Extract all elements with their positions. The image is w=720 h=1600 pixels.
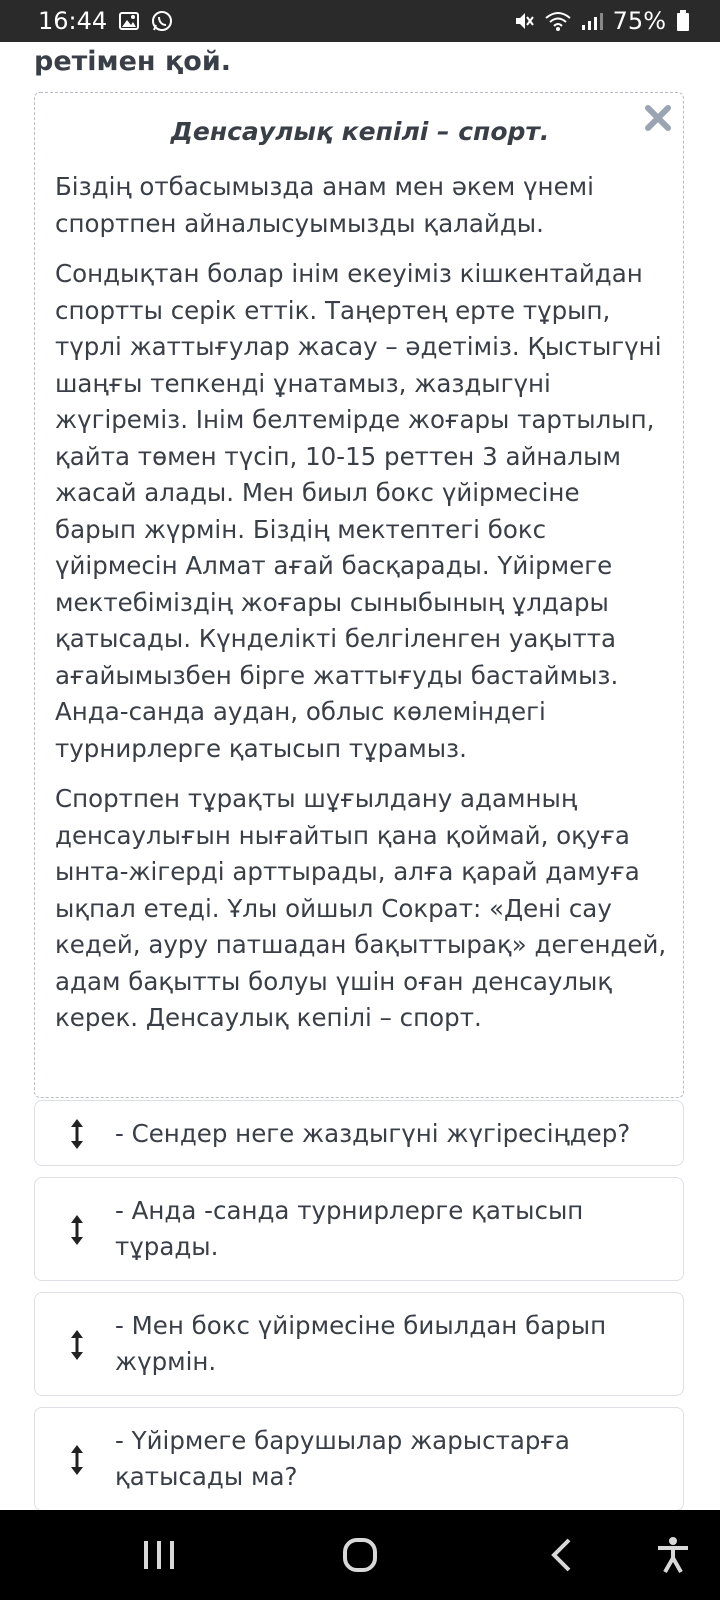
drag-handle-icon[interactable] xyxy=(69,1119,85,1149)
accessibility-icon[interactable] xyxy=(648,1530,698,1580)
drag-handle-icon[interactable] xyxy=(69,1215,85,1245)
sortable-item[interactable] xyxy=(34,1100,684,1166)
signal-icon xyxy=(581,11,603,31)
sortable-item[interactable] xyxy=(34,1292,684,1396)
passage-paragraph: Спортпен тұрақты шұғылдану адамның денсаулығын нығайтып қана қоймай, оқуға ынта-жігерді арттырады, алға қарай дамуға ықпал етеді. Ұлы ойшыл Сократ: «Дені сау кедей, ауру патшадан бақыттырақ» дегендей, адам бақытты болуы үшін оған денсаулық керек. Денсаулық кепілі – спорт. xyxy=(55,784,667,1032)
navigation-bar xyxy=(0,1510,720,1600)
sortable-item-text: - Сендер неге жаздыгүні жүгіресіңдер? xyxy=(115,1119,631,1148)
home-icon[interactable] xyxy=(335,1530,385,1580)
passage-title: Денсаулық кепілі – спорт. xyxy=(170,117,550,146)
battery-icon xyxy=(676,10,690,32)
passage-body xyxy=(55,169,667,1051)
sortable-item[interactable] xyxy=(34,1407,684,1511)
status-bar xyxy=(0,0,720,42)
passage-card xyxy=(34,92,684,1098)
battery-percent: 75% xyxy=(612,7,666,35)
wifi-icon xyxy=(545,11,571,31)
sortable-item[interactable] xyxy=(34,1177,684,1281)
drag-handle-icon[interactable] xyxy=(69,1330,85,1360)
status-time: 16:44 xyxy=(38,7,108,35)
whatsapp-notification-icon xyxy=(151,10,173,32)
drag-handle-icon[interactable] xyxy=(69,1445,85,1475)
passage-paragraph: Біздің отбасымызда анам мен әкем үнемі спортпен айналысуымызды қалайды. xyxy=(55,172,594,238)
sortable-item-text: - Мен бокс үйірмесіне биылдан барып жүрмін. xyxy=(115,1311,607,1376)
mute-icon xyxy=(513,10,535,32)
gallery-notification-icon xyxy=(119,12,139,30)
task-instruction-fragment: ретімен қой. xyxy=(34,46,232,77)
passage-paragraph: Сондықтан болар інім екеуіміз кішкентайдан спортты серік еттік. Таңертең ерте тұрып, түрлі жаттығулар жасау – әдетіміз. Қыстыгүні шаңғы тепкенді ұнатамыз, жаздыгүні жүгіреміз. Інім белтемірде жоғары тартылып, қайта төмен түсіп, 10-15 реттен 3 айналым жасай алады. Мен биыл бокс үйірмесіне барып жүрмін. Біздің мектептегі бокс үйірмесін Алмат ағай басқарады. Үйірмеге мектебіміздің жоғары сыныбының ұлдары қатысады. Күнделікті белгіленген уақытта ағайымызбен бірге жаттығуды бастаймыз. Анда-санда аудан, облыс көлеміндегі турнирлерге қатысып тұрамыз. xyxy=(55,259,662,763)
back-icon[interactable] xyxy=(536,1530,586,1580)
sortable-item-text: - Анда -санда турнирлерге қатысып тұрады. xyxy=(115,1196,584,1261)
recent-apps-icon[interactable] xyxy=(134,1530,184,1580)
sortable-item-text: - Үйірмеге барушылар жарыстарға қатысады ма? xyxy=(115,1426,570,1491)
